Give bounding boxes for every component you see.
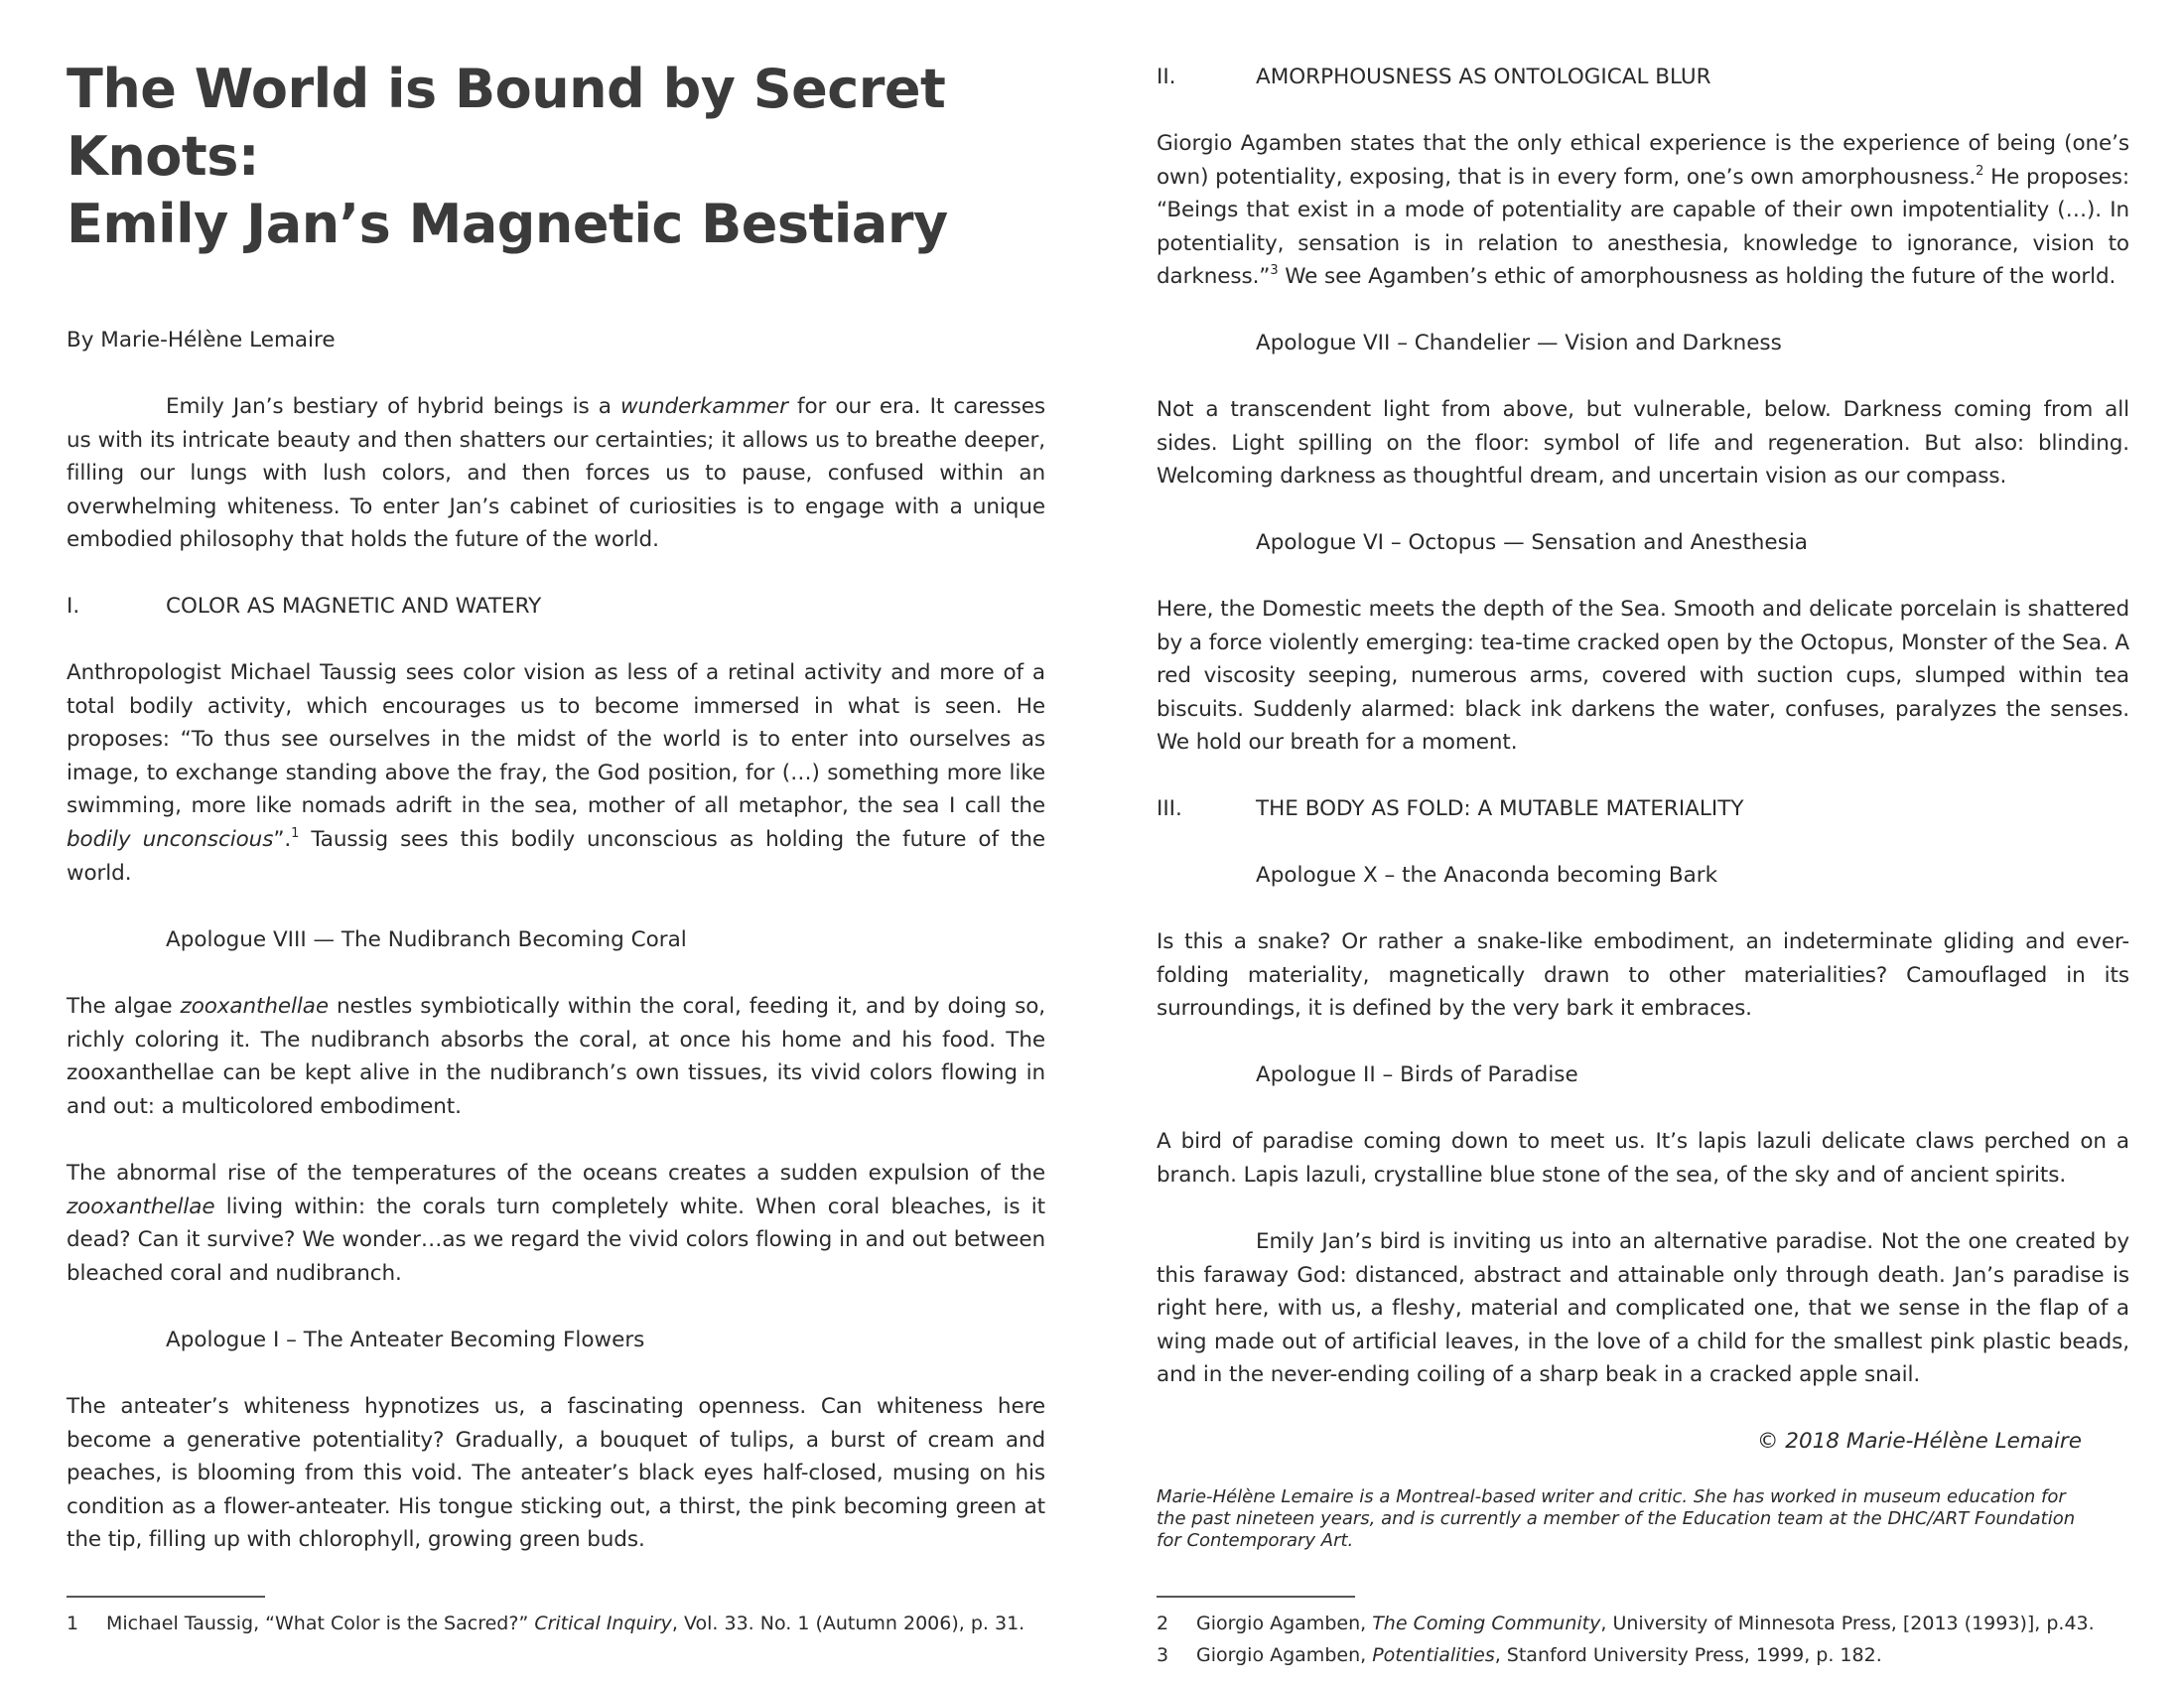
- footnote-3: 3 Giorgio Agamben, Potentialities, Stanford University Press, 1999, p. 182.: [1157, 1644, 1882, 1666]
- section-heading-1: I. COLOR AS MAGNETIC AND WATERY: [67, 594, 542, 619]
- footnote-1: 1 Michael Taussig, “What Color is the Sacred?” Critical Inquiry, Vol. 33. No. 1 (Autumn 2006), p. 31.: [67, 1613, 1025, 1634]
- algae-paragraph: The algae zooxanthellae nestles symbiotically within the coral, feeding it, and by doing so, richly coloring it. The nudibranch absorbs the coral, at once his home and his food. The zooxanthellae can be kept alive in the nudibranch’s own tissues, its vivid colors flowing in and out: a multicolored embodiment.: [67, 994, 1045, 1119]
- paradise-paragraph: Emily Jan’s bird is inviting us into an alternative paradise. Not the one created by this faraway God: distanced, abstract and attainable only through death. Jan’s paradise is right here, with us, a fleshy, material and complicated one, that we sense in the flap of a wing made out of artificial leaves, in the love of a child for the smallest pink plastic beads, and in the never-ending coiling of a sharp beak in a cracked apple snail.: [1157, 1229, 2129, 1388]
- ocean-temperature-paragraph: The abnormal rise of the temperatures of the oceans creates a sudden expulsion of the zooxanthellae living within: the corals turn completely white. When coral bleaches, is it dead? Can it survive? We wonder…as we regard the vivid colors flowing in and out between bleached coral and nudibranch.: [67, 1161, 1045, 1286]
- byline: By Marie-Hélène Lemaire: [67, 328, 336, 352]
- bird-paragraph: A bird of paradise coming down to meet us. It’s lapis lazuli delicate claws perched on a branch. Lapis lazuli, crystalline blue stone of the sea, of the sky and of ancient spirits.: [1157, 1129, 2129, 1188]
- footnote-ref-1[interactable]: 1: [291, 825, 300, 841]
- apologue-heading-i: Apologue I – The Anteater Becoming Flowers: [166, 1328, 645, 1352]
- section-heading-3: III. THE BODY AS FOLD: A MUTABLE MATERIALITY: [1157, 796, 1744, 821]
- apologue-heading-x: Apologue X – the Anaconda becoming Bark: [1256, 863, 1718, 888]
- agamben-paragraph: Giorgio Agamben states that the only ethical experience is the experience of being (one’s own) potentiality, exposing, that is in every form, one’s own amorphousness.$^2$ He proposes: “Beings that exist in a mode of potentiality are capable of their own impotentiality (…). In potentiality, sensation is in relation to anesthesia, knowledge to ignorance, vision to darkness.”$^3$ We see Agamben’s ethic of amorphousness as holding the future of the world.: [1157, 131, 2129, 290]
- article-title: [67, 56, 1045, 258]
- footnote-ref-2[interactable]: 2: [1976, 163, 1984, 179]
- section-heading-2: II. AMORPHOUSNESS AS ONTOLOGICAL BLUR: [1157, 65, 1711, 89]
- title-line-1: The World is Bound by Secret Knots:: [67, 58, 946, 188]
- anteater-paragraph: The anteater’s whiteness hypnotizes us, a fascinating openness. Can whiteness here become a generative potentiality? Gradually, a bouquet of tulips, a burst of cream and peaches, is blooming from this void. The anteater’s black eyes half-closed, musing on his condition as a flower-anteater. His tongue sticking out, a thirst, the pink becoming green at the tip, filling up with chlorophyll, growing green buds.: [67, 1394, 1045, 1553]
- apologue-heading-vii: Apologue VII – Chandelier — Vision and Darkness: [1256, 331, 1782, 355]
- apologue-heading-ii: Apologue II – Birds of Paradise: [1256, 1062, 1578, 1087]
- apologue-heading-viii: Apologue VIII — The Nudibranch Becoming Coral: [166, 927, 687, 952]
- footnote-divider: [67, 1596, 265, 1598]
- title-line-2: Emily Jan’s Magnetic Bestiary: [67, 193, 948, 255]
- copyright-notice: © 2018 Marie-Hélène Lemaire: [1756, 1429, 2082, 1454]
- footnote-divider: [1157, 1596, 1355, 1598]
- footnote-2: 2 Giorgio Agamben, The Coming Community, University of Minnesota Press, [2013 (1993)], p.43.: [1157, 1613, 2095, 1634]
- anaconda-paragraph: Is this a snake? Or rather a snake-like embodiment, an indeterminate gliding and ever-folding materiality, magnetically drawn to other materialities? Camouflaged in its surroundings, it is defined by the very bark it embraces.: [1157, 929, 2129, 1022]
- author-bio: Marie-Hélène Lemaire is a Montreal-based writer and critic. She has worked in museum education for the past nineteen years, and is currently a member of the Education team at the DHC/ART Foundation for Contemporary Art.: [1157, 1486, 2076, 1551]
- taussig-paragraph: Anthropologist Michael Taussig sees color vision as less of a retinal activity and more of a total bodily activity, which encourages us to become immersed in what is seen. He proposes: “To thus see ourselves in the midst of the world is to enter into ourselves as image, to exchange standing above the fray, the God position, for (…) something more like swimming, more like nomads adrift in the sea, mother of all metaphor, the sea I call the bodily unconscious”.$^1$ Taussig sees this bodily unconscious as holding the future of the world.: [67, 660, 1045, 886]
- apologue-heading-vi: Apologue VI – Octopus — Sensation and Anesthesia: [1256, 530, 1808, 555]
- chandelier-paragraph: Not a transcendent light from above, but vulnerable, below. Darkness coming from all sides. Light spilling on the floor: symbol of life and regeneration. But also: blinding. Welcoming darkness as thoughtful dream, and uncertain vision as our compass.: [1157, 397, 2129, 490]
- footnote-ref-3[interactable]: 3: [1270, 263, 1279, 279]
- octopus-paragraph: Here, the Domestic meets the depth of the Sea. Smooth and delicate porcelain is shattered by a force violently emerging: tea-time cracked open by the Octopus, Monster of the Sea. A red viscosity seeping, numerous arms, covered with suction cups, slumped within tea biscuits. Suddenly alarmed: black ink darkens the water, confuses, paralyzes the senses. We hold our breath for a moment.: [1157, 597, 2129, 756]
- intro-paragraph: Emily Jan’s bestiary of hybrid beings is a wunderkammer for our era. It caresses us with its intricate beauty and then shatters our certainties; it allows us to breathe deeper, filling our lungs with lush colors, and then forces us to pause, confused within an overwhelming whiteness. To enter Jan’s cabinet of curiosities is to engage with a unique embodied philosophy that holds the future of the world.: [67, 394, 1045, 553]
